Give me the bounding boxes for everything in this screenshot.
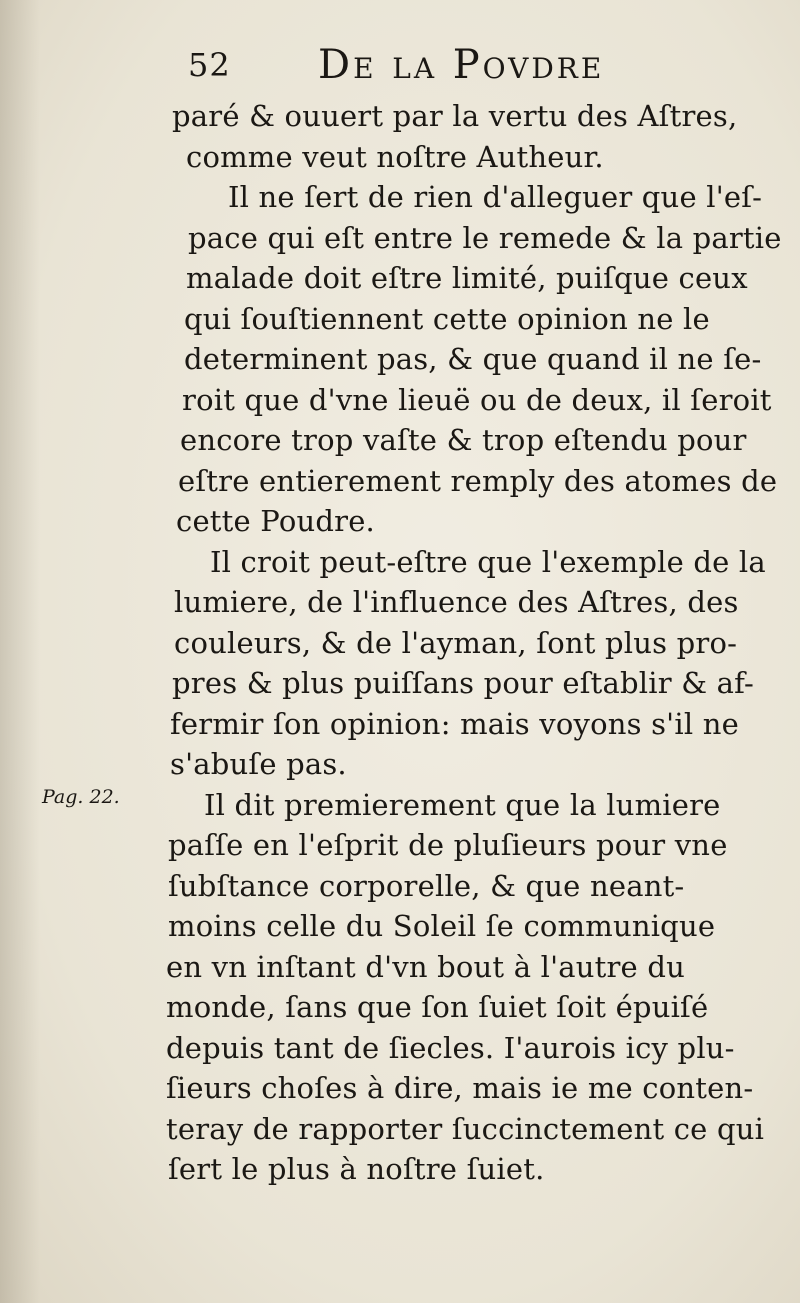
text-line: pres & plus puiſſans pour eſtablir & af- [172,666,755,700]
running-head [188,42,658,92]
text-line: Il ne ſert de rien d'alleguer que l'eſ- [228,180,763,214]
text-line: paré & ouuert par la vertu des Aſtres, [172,99,738,133]
text-line: s'abuſe pas. [170,747,347,781]
text-line: lumiere, de l'influence des Aſtres, des [174,585,739,619]
text-line: Il croit peut-eſtre que l'exemple de la [210,544,766,579]
text-line: pace qui eſt entre le remede & la partie [188,220,782,255]
text-line: ſieurs choſes à dire, mais ie me conten- [166,1071,754,1105]
text-line: determinent pas, & que quand il ne ſe- [184,342,762,376]
body-text [166,96,782,1190]
text-line: moins celle du Soleil ſe communique [168,909,716,943]
text-line: paſſe en l'eſprit de pluſieurs pour vne [168,828,728,862]
text-line: monde, ſans que ſon ſuiet ſoit épuiſé [166,990,709,1024]
text-line: encore trop vaſte & trop eſtendu pour [180,423,747,457]
text-line: en vn inſtant d'vn bout à l'autre du [166,949,685,984]
page-number: 52 [188,46,231,84]
gutter-shadow [0,0,40,1303]
running-title: De la Povdre [318,42,605,88]
text-line: eſtre entierement remply des atomes de [178,463,778,498]
text-line: depuis tant de ſiecles. I'aurois icy plu- [166,1030,735,1065]
text-line: cette Poudre. [176,504,375,538]
text-line: qui ſouſtiennent cette opinion ne le [184,301,710,336]
text-line: ſert le plus à noſtre ſuiet. [168,1152,545,1186]
text-line: couleurs, & de l'ayman, ſont plus pro- [174,625,738,660]
text-line: teray de rapporter ſuccinctement ce qui [166,1111,765,1146]
text-line: malade doit eſtre limité, puiſque ceux [186,261,748,295]
text-line: roit que d'vne lieuë ou de deux, il ſeroit [182,382,772,417]
text-line: Il dit premierement que la lumiere [204,787,721,822]
text-line: ſubſtance corporelle, & que neant- [168,868,685,903]
text-line: fermir ſon opinion: mais voyons s'il ne [170,706,739,741]
text-line: comme veut noſtre Autheur. [186,139,604,174]
margin-note: Pag. 22. [42,786,120,808]
